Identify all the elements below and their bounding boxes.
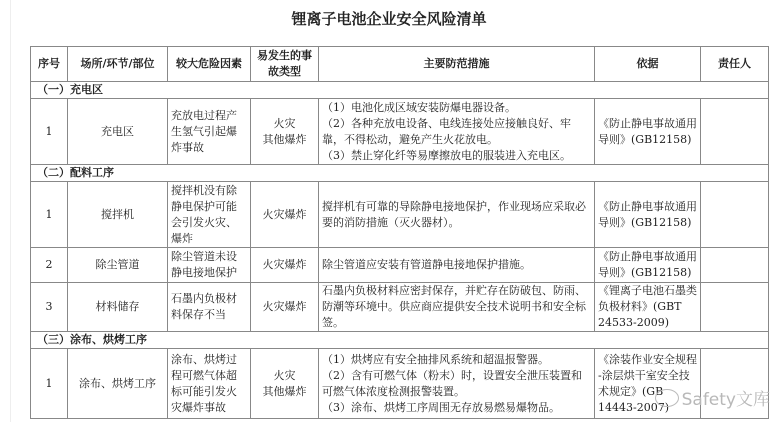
row-place: 除尘管道 [68,248,168,283]
page-title: 锂离子电池企业安全风险清单 [291,10,487,28]
row-measures [319,283,595,332]
row-place: 涂布、烘烤工序 [68,349,168,419]
row-measures [319,248,595,283]
measure-item: （1）电池化成区域安装防爆电器设备。 [322,100,516,114]
section-label: （一）充电区 [31,82,769,99]
header-cell: 依据 [595,47,701,82]
row-basis: 《防止静电事故通用导则》(GB12158) [595,99,701,165]
row-basis: 《防止静电事故通用导则》(GB12158) [595,248,701,283]
row-number: 1 [31,349,68,419]
header-cell: 主要防范措施 [319,47,595,82]
row-accident-type: 火灾爆炸 [251,283,319,332]
row-accident-type: 火灾爆炸 [251,182,319,248]
table-row [31,283,769,332]
row-hazard: 搅拌机没有除静电保护可能会引发火灾、爆炸 [168,182,251,248]
measure-item: （2）含有可燃气体（粉末）时，设置安全泄压装置和可燃气体浓度检测报警装置。 [322,368,582,398]
row-owner [701,182,769,248]
row-place: 材料储存 [68,283,168,332]
header-cell: 较大危险因素 [168,47,251,82]
measure-item: （3）涂布、烘烤工序周围无存放易燃易爆物品。 [322,400,560,414]
row-measures [319,182,595,248]
page-edge [0,0,11,422]
row-accident-type: 火灾 其他爆炸 [251,99,319,165]
risk-table [30,46,769,419]
header-cell: 序号 [31,47,68,82]
watermark-text: Safety文库 [681,390,770,410]
measure-item: （2）各种充放电设备、电线连接处应接触良好、牢靠，不得松动，避免产生火花放电。 [322,116,571,146]
row-number: 1 [31,99,68,165]
row-number: 1 [31,182,68,248]
row-hazard: 除尘管道未设静电接地保护 [168,248,251,283]
measure-item: 搅拌机有可靠的导除静电接地保护，作业现场应采取必要的消防措施（灭火器材）。 [322,199,586,229]
table-row [31,182,769,248]
row-accident-type: 火灾爆炸 [251,248,319,283]
row-owner [701,248,769,283]
section-label: （二）配料工序 [31,165,769,182]
measure-item: （3）禁止穿化纤等易摩擦放电的服装进入充电区。 [322,148,571,162]
watermark [655,385,770,410]
row-number: 2 [31,248,68,283]
header-row [31,47,769,82]
section-label: （三）涂布、烘烤工序 [31,332,769,349]
header-cell: 责任人 [701,47,769,82]
measure-item: 除尘管道应安装有管道静电接地保护措施。 [322,258,531,271]
measure-item: （1）烘烤应有安全抽排风系统和超温报警器。 [322,352,549,366]
section-row [31,82,769,99]
row-hazard: 石墨内负极材料保存不当 [168,283,251,332]
header-cell: 易发生的事故类型 [251,47,319,82]
row-place: 充电区 [68,99,168,165]
section-row [31,332,769,349]
header-cell: 场所/环节/部位 [68,47,168,82]
row-owner [701,99,769,165]
row-accident-type: 火灾 其他爆炸 [251,349,319,419]
row-owner [701,283,769,332]
row-measures [319,349,595,419]
section-row [31,165,769,182]
row-measures [319,99,595,165]
row-basis: 《防止静电事故通用导则》(GB12158) [595,182,701,248]
row-hazard: 涂布、烘烤过程可燃气体超标可能引发火灾爆炸事故 [168,349,251,419]
row-basis: 《涂装作业安全规程 -涂层烘干室安全技术规定》(GB 14443-2007) [595,349,701,419]
table-row [31,248,769,283]
measure-item: 石墨内负极材料应密封保存，并贮存在防破包、防雨、防潮等环境中。供应商应提供安全技术说明书和安全标签。 [322,284,586,329]
row-place: 搅拌机 [68,182,168,248]
table-row [31,99,769,165]
wechat-icon [655,389,679,407]
row-hazard: 充放电过程产生氢气引起爆炸事故 [168,99,251,165]
row-basis: 《锂离子电池石墨类负极材料》(GBT 24533-2009) [595,283,701,332]
row-number: 3 [31,283,68,332]
